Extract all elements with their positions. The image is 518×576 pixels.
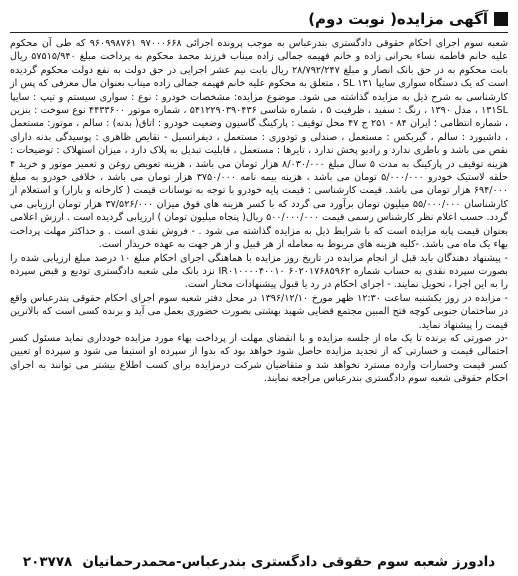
notice-body bbox=[10, 37, 508, 386]
notice-code: ۲۰۳۷۷۸ bbox=[22, 554, 73, 570]
notice-paragraph: -در صورتی که برنده تا یک ماه از جلسه مزایده و با انقضای مهلت از پرداخت بهاء مورد مزایده خودداری نماید مسئول کسر احتمالی قیمت و خسارتی که از تجدید مزایده حاصل شود خواهد بود که بدوا از سپرده او استیفا می شود و سپرده او تعیین کسر قیمت وخسارات وارده مسترد نخواهد شد و متقاضیان شرکت درمزایده برای کسب اطلاع بیشتر می توانند به اجرای احکام حقوقی شعبه سوم دادگستری بندرعباس مراجعه نمایند. bbox=[10, 332, 508, 385]
notice-paragraph: - مزایده در روز یکشنبه ساعت ۱۲:۳۰ ظهر مورخ ۱۳۹۶/۱۲/۱۰ در محل دفتر شعبه سوم اجرای احکام حقوقی بندرعباس واقع در ساختمان جنوبی کوچه فتح المبین مجتمع قضایی شهید بهشتی بصورت حضوری بعمل می آید و برنده کسی است که بالاترین قیمت را پیشنهاد نماید. bbox=[10, 292, 509, 331]
notice-footer bbox=[10, 554, 508, 570]
notice-header bbox=[10, 6, 508, 33]
square-bullet-icon bbox=[494, 12, 508, 26]
notice-title: آگهی مزایده( نوبت دوم) bbox=[308, 10, 488, 28]
notice-paragraph: - پیشنهاد دهندگان باید قبل از انجام مزایده در تاریخ روز مزایده با هماهنگی اجرای احکام مبلغ ۱۰ درصد مبلغ ارزیابی شده را بصورت سپرده نقدی به حساب شماره ۶۰۲۰۱۷۶۸۵۹۶۲ IR۰۱۰۰۰۰۴۰۰۱۰ نزد بانک ملی شعبه دادگستری تودیع و قبض سپرده را به این اجرا ، تحویل نمایند. - اجرای احکام در رد یا قبول پیشنهادات مختار است. bbox=[10, 252, 508, 291]
signature-line: دادورز شعبه سوم حقوقی دادگستری بندرعباس-محمدرحمانیان bbox=[82, 554, 496, 570]
notice-paragraph: شعبه سوم اجرای احکام حقوقی دادگستری بندرعباس به موجب پرونده اجرائی ۹۷۰۰۰۶۶۸ ۹۶۰۹۹۸۷۶۱ که طی آن محکوم علیه خانم فاطمه نساء بحرانی زاده و خانم فهیمه جمالی زاده میناب فرزند محمد محکوم به پرداخت مبلغ ۵۷۵۱۵/۹۴۰ ریال بابت محکوم به در حق بانک انصار و مبلغ ۲۸/۷۹۲/۲۴۷ ریال بابت نیم عشر اجرایی در حق دولت به نفع دولت محکوم گردیده است که یک دستگاه سواری سایپا ۱۳۱ SL ، متعلق به محکوم علیه خانم فهیمه جمالی زاده میناب بعنوان مال معرفی که پس از کارشناسی به شرح ذیل به مزایده گذاشته می شود. موضوع مزایده: مشخصات خودرو : نوع : سواری سیستم و تیپ : سایپا ۱۳۱SL ، مدل ۱۳۹۰ ، رنگ : سفید ، ظرفیت ۵ ، شماره شاسی ۵۴۱۲۲۹۰۳۹۰۴۳۶ ، شماره موتور ۴۴۳۳۶۰۰ نوع سوخت : بنزین ، شماره انتظامی ؛ ایران ۸۴ - ۲۵۱ ج ۴۷ محل توقیف : پارکینگ گاسیون وضعیت خودرو : اتاق( بدنه) : سالم ، موتور: مستعمل ، داشبورد : سالم ، گیربکس : مستعمل ، صندلی و تودوزی : مستعمل ، دیفرانسیل - نقایص ظاهری : پوسیدگی بدنه دارای نقص می باشد و باطری ندارد و رادیو پخش ندارد ، تایرها : مستعمل ، قابلیت تبدیل به پلاک دارد ، میزان استهلاک : توضیحات : هزینه توقیف در پارکینگ به مدت ۵ سال مبلغ ۸/۰۳۰/۰۰۰ هزار تومان می باشد ، هزینه تعویض روغن و تعمیر موتور و خرید ۴ حلقه لاستیک خودرو ۵/۰۰۰/۰۰۰ تومان می باشد ، هزینه بیمه نامه ۳۷۵۰/۰۰۰ هزار تومان می باشد ، خلافی خودرو به مبلغ ۶۹۴/۰۰۰ هزار تومان می باشد. قیمت کارشناسی : قیمت پایه خودرو با توجه به نوسانات قیمت ( کارخانه و بازار) و استعلام از کارشناسان ۵۵/۰۰۰/۰۰۰ میلیون تومان برآورد می گردد که با کسر هزینه های فوق میزان ۳۷/۵۲۶/۰۰۰ هزار تومان ارزیابی می گردد. حسب اعلام نظر کارشناس رسمی قیمت ۵۰۰/۰۰۰/۰۰۰ ریال( پنجاه میلیون تومان ) ارزیابی گردیده است . ارزش اعلامی بعنوان قیمت پایه مزایده است که با شرایط ذیل به مزایده گذاشته می شود . - فروش نقدی است . و حداکثر مهلت پرداخت بهاء یک ماه می باشد. -کلیه هزینه های مربوط به معامله از هر قبیل و از هر جهت به عهده خریدار است. bbox=[10, 38, 509, 251]
